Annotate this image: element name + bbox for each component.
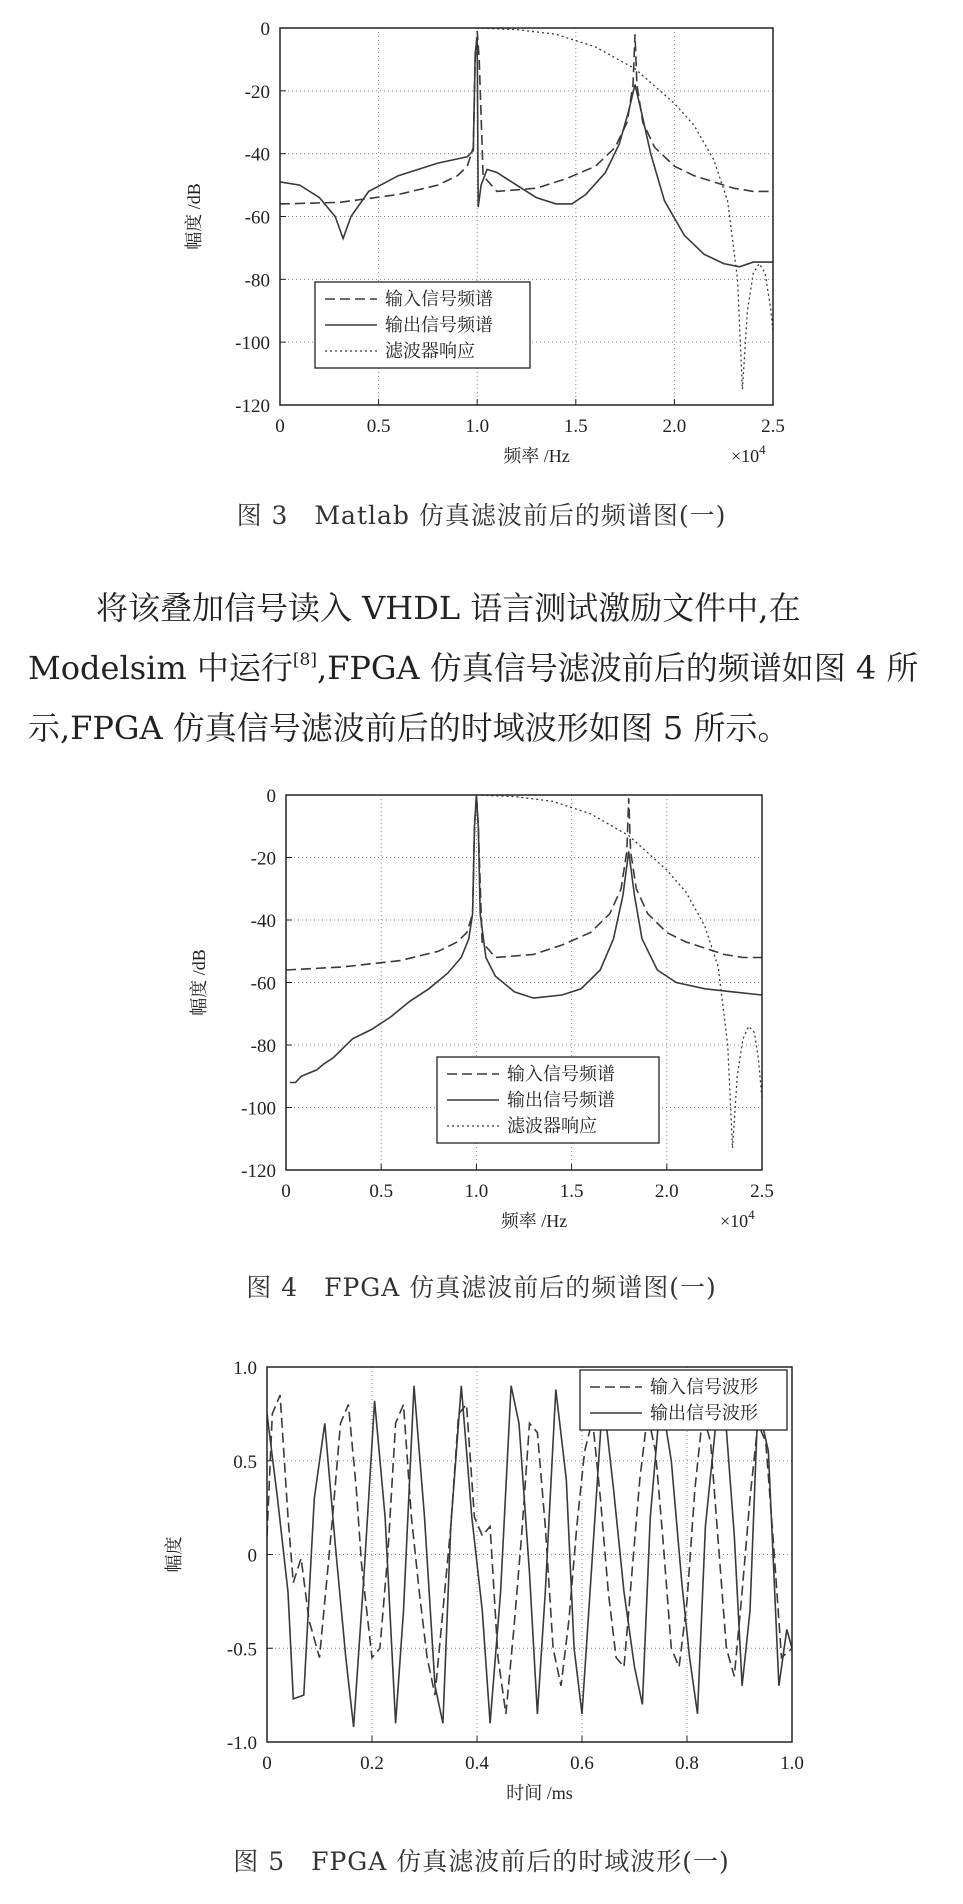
y-tick-label: -60 (250, 973, 276, 995)
figure-3-chart (0, 0, 963, 470)
legend-label: 输出信号波形 (650, 1403, 758, 1423)
x-tick-label: 0.2 (360, 1753, 384, 1774)
y-tick-label: 0 (247, 1545, 257, 1567)
x-axis-label: 时间 /ms (506, 1783, 573, 1803)
x-axis-label: 频率 /Hz (500, 1211, 568, 1231)
x-multiplier (720, 1207, 755, 1231)
x-axis-label: 频率 /Hz (503, 446, 570, 466)
y-tick-label: -120 (235, 396, 270, 417)
paragraph-text-1: 将该叠加信号读入 VHDL 语言测试激励文件中,在 Modelsim 中运行 (28, 589, 801, 687)
y-axis-label: 幅度 /dB (189, 949, 209, 1016)
x-tick-label: 2.5 (761, 416, 785, 437)
x-tick-label: 0.8 (675, 1753, 699, 1774)
legend-label: 输入信号频谱 (507, 1064, 615, 1084)
series-line-1 (286, 795, 762, 970)
series-line-2 (280, 37, 773, 266)
y-axis-label: 幅度 /dB (184, 183, 204, 250)
figure-4-chart (0, 775, 963, 1245)
x-multiplier-exponent: 4 (759, 442, 766, 457)
legend-label: 输入信号频谱 (385, 289, 493, 309)
y-tick-label: -60 (244, 207, 270, 229)
figure-5-caption: 图 5 FPGA 仿真滤波前后的时域波形(一) (233, 1847, 730, 1876)
legend-label: 输出信号频谱 (385, 315, 493, 335)
y-tick-label: -20 (250, 848, 276, 870)
y-tick-label: 0 (266, 786, 276, 807)
x-tick-label: 1.5 (559, 1181, 584, 1202)
y-axis-label: 幅度 (164, 1536, 184, 1573)
x-multiplier-base: ×10 (720, 1211, 749, 1231)
x-tick-label: 0 (262, 1753, 272, 1774)
y-tick-label: -1.0 (226, 1733, 257, 1754)
citation-ref: [8] (292, 650, 317, 670)
x-tick-label: 1.0 (465, 416, 490, 437)
x-multiplier (731, 442, 766, 466)
y-tick-label: -80 (250, 1036, 276, 1057)
y-tick-label: 1.0 (233, 1358, 257, 1379)
y-tick-label: -40 (244, 144, 270, 166)
series-line-2 (290, 795, 762, 1083)
body-paragraph (28, 578, 940, 758)
x-tick-label: 0 (275, 416, 285, 437)
figure-4-caption: 图 4 FPGA 仿真滤波前后的频谱图(一) (246, 1273, 717, 1302)
y-tick-label: 0.5 (233, 1451, 257, 1473)
legend-label: 滤波器响应 (507, 1116, 597, 1136)
x-tick-label: 2.0 (662, 416, 687, 437)
x-tick-label: 0 (281, 1181, 291, 1202)
x-tick-label: 0.6 (570, 1753, 594, 1774)
legend-label: 输入信号波形 (650, 1377, 758, 1397)
x-tick-label: 0.4 (465, 1753, 489, 1774)
series-line-1 (280, 31, 773, 204)
x-multiplier-base: ×10 (731, 446, 760, 466)
series-line-2 (267, 1386, 792, 1727)
figure-3-caption: 图 3 Matlab 仿真滤波前后的频谱图(一) (236, 501, 727, 530)
figure-5-chart (0, 1350, 963, 1820)
y-tick-label: -120 (241, 1161, 276, 1182)
y-tick-label: -80 (244, 270, 270, 292)
x-multiplier-exponent: 4 (748, 1207, 755, 1222)
y-tick-label: 0 (260, 19, 270, 40)
y-tick-label: -100 (235, 333, 270, 355)
x-tick-label: 0.5 (366, 416, 391, 437)
y-tick-label: -20 (244, 81, 270, 103)
y-tick-label: -100 (241, 1098, 276, 1120)
legend-label: 滤波器响应 (385, 341, 475, 361)
x-tick-label: 1.0 (780, 1753, 804, 1774)
x-tick-label: 1.5 (563, 416, 588, 437)
y-tick-label: -0.5 (226, 1639, 257, 1661)
legend-label: 输出信号频谱 (507, 1090, 615, 1110)
x-tick-label: 1.0 (464, 1181, 489, 1202)
x-tick-label: 2.5 (750, 1181, 774, 1202)
y-tick-label: -40 (250, 911, 276, 932)
x-tick-label: 0.5 (369, 1181, 394, 1202)
x-tick-label: 2.0 (654, 1181, 679, 1202)
paragraph-text-2: ,FPGA 仿真信号滤波前后的频谱如图 4 所示,FPGA 仿真信号滤波前后的时域波形如图 5 所示。 (28, 649, 919, 747)
